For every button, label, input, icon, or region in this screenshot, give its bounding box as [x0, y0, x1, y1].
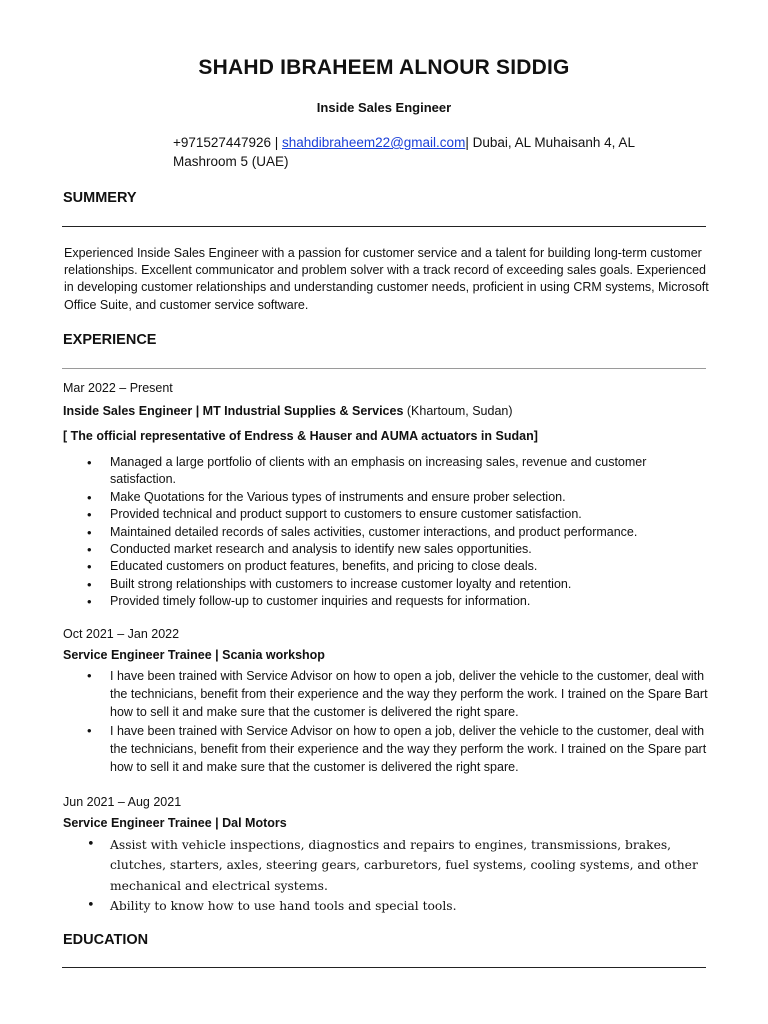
- list-item: • Assist with vehicle inspections, diagnostics and repairs to engines, transmissions, brakes, clutches, starters, axles, steering gears, carburetors, fuel systems, cooling systems, and other mechanical and electrical systems.: [86, 835, 710, 896]
- experience-divider: [62, 368, 706, 369]
- list-item: • Make Quotations for the Various types of instruments and ensure prober selection.: [86, 489, 710, 506]
- list-item: • Built strong relationships with customers to increase customer loyalty and retention.: [86, 576, 710, 593]
- job-title: Service Engineer Trainee | Dal Motors: [63, 816, 287, 830]
- list-item: • Educated customers on product features, benefits, and pricing to close deals.: [86, 558, 710, 575]
- education-divider: [62, 967, 706, 968]
- candidate-role: Inside Sales Engineer: [316, 100, 452, 115]
- education-heading: EDUCATION: [63, 932, 149, 948]
- job-bullet-list: [86, 835, 710, 916]
- job-dates: Mar 2022 – Present: [63, 381, 173, 395]
- job-dates: Jun 2021 – Aug 2021: [63, 795, 182, 809]
- job-bullet-list: [86, 667, 710, 776]
- phone-number: +971527447926 |: [173, 135, 279, 150]
- email-link[interactable]: shahdibraheem22@gmail.com: [282, 135, 466, 150]
- list-item: • Ability to know how to use hand tools and special tools.: [86, 896, 710, 916]
- summary-text: Experienced Inside Sales Engineer with a passion for customer service and a talent for building long-term customer relationships. Excellent communicator and problem solver with a track record of exceeding sales goals. Experienced in developing customer relationships and understanding customer needs, proficient in using CRM systems, Microsoft Office Suite, and customer service software.: [64, 246, 709, 312]
- summary-heading: SUMMERY: [63, 190, 137, 206]
- list-item: • Maintained detailed records of sales activities, customer interactions, and product performance.: [86, 524, 710, 541]
- job-dates: Oct 2021 – Jan 2022: [63, 627, 180, 641]
- list-item: • Provided timely follow-up to customer inquiries and requests for information.: [86, 593, 710, 610]
- list-item: • Conducted market research and analysis to identify new sales opportunities.: [86, 541, 710, 558]
- list-item: • Provided technical and product support to customers to ensure customer satisfaction.: [86, 506, 710, 523]
- contact-line: [173, 133, 673, 171]
- job-note: [ The official representative of Endress & Hauser and AUMA actuators in Sudan]: [63, 429, 538, 443]
- job-location: (Khartoum, Sudan): [403, 404, 513, 418]
- job-title: Inside Sales Engineer | MT Industrial Supplies & Services: [63, 404, 404, 418]
- job-bullet-list: [86, 454, 710, 611]
- address-text: | Dubai, AL Muhaisanh 4, AL Mashroom 5 (UAE): [173, 135, 635, 169]
- job-title: Service Engineer Trainee | Scania workshop: [63, 648, 325, 662]
- experience-heading: EXPERIENCE: [63, 332, 157, 348]
- list-item: • Managed a large portfolio of clients with an emphasis on increasing sales, revenue and customer satisfaction.: [86, 454, 710, 489]
- job-title-line: [63, 404, 513, 418]
- list-item: • I have been trained with Service Advisor on how to open a job, deliver the vehicle to the customer, deal with the technicians, benefit from their experience and the way they perform the work. I trained on the Spare part how to sell it and make sure that the customer is delivered the right spare.: [86, 722, 710, 777]
- summary-divider: [62, 226, 706, 227]
- list-item: • I have been trained with Service Advisor on how to open a job, deliver the vehicle to the customer, deal with the technicians, benefit from their experience and the way they perform the work. I trained on the Spare Bart how to sell it and make sure that the customer is delivered the right spare.: [86, 667, 710, 722]
- candidate-name: SHAHD IBRAHEEM ALNOUR SIDDIG: [198, 56, 570, 79]
